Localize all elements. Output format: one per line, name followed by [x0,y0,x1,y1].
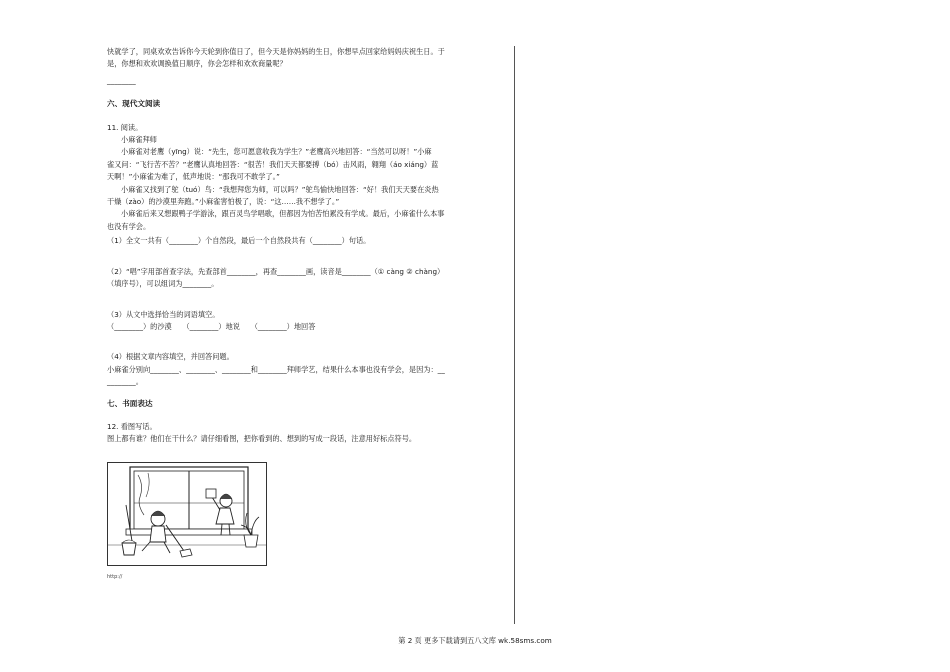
intro-line-1: 快就学了，同桌欢欢告诉你今天轮到你值日了，但今天是你妈妈的生日，你想早点回家给妈妈庆祝生日。于 [107,47,445,56]
story-para-1c: 天啊！”小麻雀为难了，低声地说：“那我可不敢学了。” [107,172,280,182]
section-6-heading: 六、现代文阅读 [107,99,161,109]
sub-question-3a: （3）从文中选择恰当的词语填空。 [107,309,220,319]
sub-question-3b: （________）的沙漠 （________）地说 （________）地回答 [107,321,316,331]
question-12-intro: 12. 看图写话。 [107,421,157,431]
sub-question-4a: （4）根据文章内容填空，并回答问题。 [107,352,234,362]
story-para-3a: 小麻雀后来又想跟鸭子学游泳，跟百灵鸟学唱歌，但都因为怕苦怕累没有学成。最后，小麻雀什么本事 [121,209,445,219]
sub-question-2a: （2）“唱”字用部首查字法，先查部首________，再查________画，读音是________（① càng ② chàng） [107,266,445,276]
question-12-prompt: 图上都有谁？他们在干什么？请仔细看图，把你看到的、想到的写成一段话，注意用好标点符号。 [107,434,417,444]
cleaning-illustration [107,462,267,566]
intro-line-2: 是，你想和欢欢调换值日顺序，你会怎样和欢欢商量呢？ [107,59,287,69]
story-title: 小麻雀拜师 [121,135,157,145]
illustration-drawing [108,463,266,565]
section-7-heading: 七、书面表达 [107,398,153,408]
sub-question-4c: ________。 [107,377,143,387]
question-11-intro: 11. 阅读。 [107,122,143,132]
page-footer: 第 2 页 更多下载请到五八文库 wk.58sms.com [398,636,552,645]
story-para-2a: 小麻雀又找到了鸵（tuó）鸟：“我想拜您为师，可以吗？”鸵鸟愉快地回答：“好！我们天天要在炎热 [121,184,439,194]
story-para-1a: 小麻雀对老鹰（yīng）说：“先生，您可愿意收我为学生？”老鹰高兴地回答：“当然可以呀！”小麻 [121,147,432,157]
sub-question-2b: （填序号），可以组词为________。 [107,279,219,289]
left-column [107,46,507,446]
answer-blank: ________ [107,75,136,85]
story-para-3b: 也没有学会。 [107,221,151,231]
sub-question-4b: 小麻雀分别向________、________、________和________拜师学艺，结果什么本事也没有学会，是因为：__ [107,364,445,374]
story-para-2b: 干燥（zào）的沙漠里奔跑。”小麻雀害怕极了，说：“这……我不想学了。” [107,197,340,207]
sub-question-1: （1）全文一共有（________）个自然段，最后一个自然段共有（________）句话。 [107,236,371,246]
column-divider [514,46,515,624]
story-para-1b: 雀又问：“飞行苦不苦？”老鹰认真地回答：“很苦！我们天天都要搏（bó）击风雨，翱翔（áo xiáng）蓝 [107,159,439,169]
image-caption: http:// [107,574,123,580]
